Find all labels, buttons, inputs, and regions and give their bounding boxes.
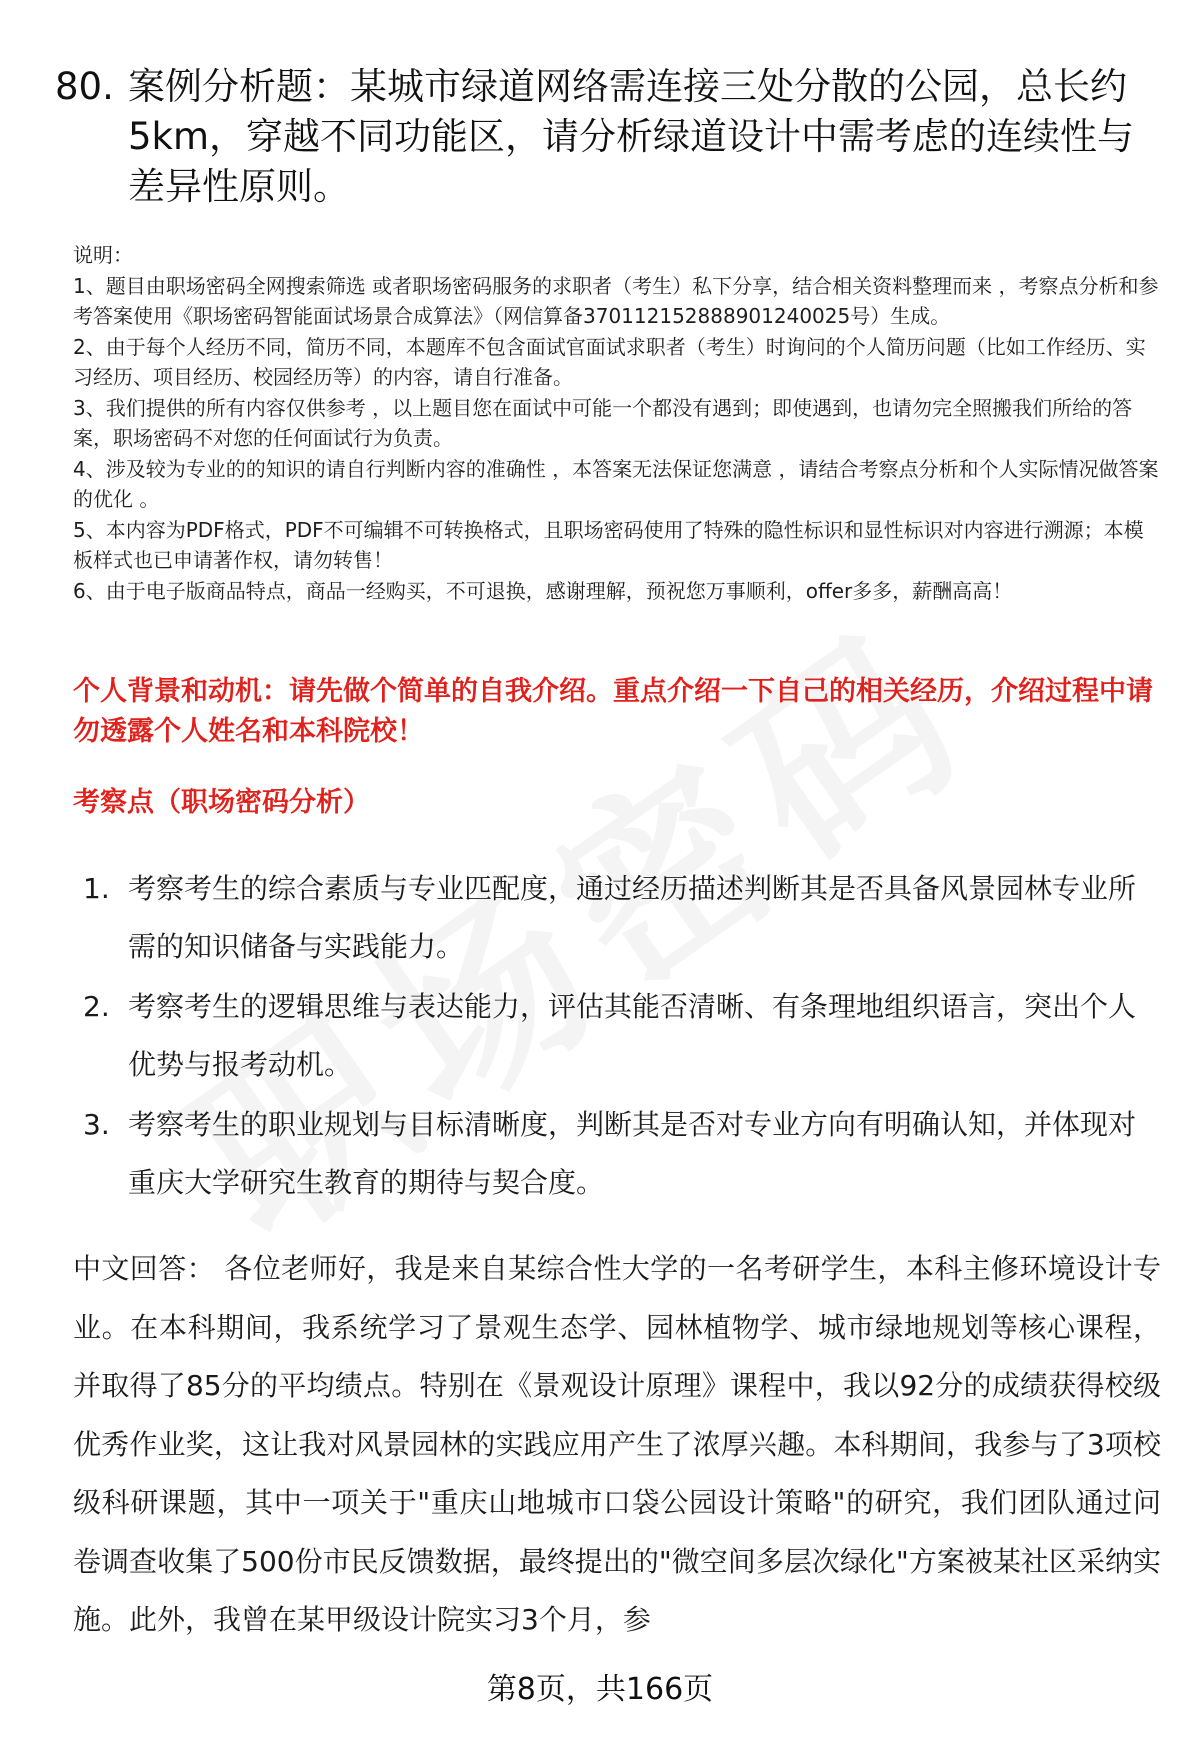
answer-paragraph — [73, 1240, 1161, 1650]
notes-section — [73, 240, 1163, 606]
note-item: 4、涉及较为专业的的知识的请自行判断内容的准确性 ，本答案无法保证您满意 ，请结合考察点分析和个人实际情况做答案的优化 。 — [73, 456, 1159, 511]
notes-title: 说明： — [73, 243, 133, 267]
analysis-points — [83, 860, 1163, 1214]
point-text: 考察考生的综合素质与专业匹配度，通过经历描述判断其是否具备风景园林专业所需的知识储备与实践能力。 — [128, 872, 1137, 963]
note-item: 6、由于电子版商品特点，商品一经购买，不可退换，感谢理解，预祝您万事顺利，offer多多，薪酬高高！ — [73, 578, 1013, 603]
analysis-point — [83, 1096, 1163, 1212]
intro-prompt: 个人背景和动机：请先做个简单的自我介绍。重点介绍一下自己的相关经历，介绍过程中请勿透露个人姓名和本科院校！ — [73, 676, 1153, 747]
question-number: 80. — [55, 65, 114, 108]
answer-text: 各位老师好，我是来自某综合性大学的一名考研学生，本科主修环境设计专业。在本科期间，我系统学习了景观生态学、园林植物学、城市绿地规划等核心课程，并取得了85分的平均绩点。特别在《景观设计原理》课程中，我以92分的成绩获得校级优秀作业奖，这让我对风景园林的实践应用产生了浓厚兴趣。本科期间，我参与了3项校级科研课题，其中一项关于"重庆山地城市口袋公园设计策略"的研究，我们团队通过问卷调查收集了500份市民反馈数据，最终提出的"微空间多层次绿化"方案被某社区采纳实施。此外，我曾在某甲级设计院实习3个月，参 — [73, 1252, 1161, 1636]
note-item: 5、本内容为PDF格式，PDF不可编辑不可转换格式，且职场密码使用了特殊的隐性标识和显性标识对内容进行溯源；本模板样式也已申请著作权，请勿转售！ — [73, 517, 1144, 572]
analysis-point — [83, 978, 1163, 1094]
note-item: 2、由于每个人经历不同，简历不同，本题库不包含面试官面试求职者（考生）时询问的个人简历问题（比如工作经历、实习经历、项目经历、校园经历等）的内容，请自行准备。 — [73, 334, 1146, 389]
answer-label: 中文回答： — [73, 1252, 215, 1285]
point-number: 3. — [83, 1108, 110, 1141]
question-text: 案例分析题：某城市绿道网络需连接三处分散的公园，总长约5km，穿越不同功能区，请分析绿道设计中需考虑的连续性与差异性原则。 — [128, 65, 1135, 208]
analysis-point — [83, 860, 1163, 976]
note-item: 1、题目由职场密码全网搜索筛选 或者职场密码服务的求职者（考生）私下分享，结合相关资料整理而来 ，考察点分析和参考答案使用《职场密码智能面试场景合成算法》（网信算备370112152888901240025号）生成。 — [73, 273, 1159, 328]
note-item: 3、我们提供的所有内容仅供参考 ，以上题目您在面试中可能一个都没有遇到；即使遇到，也请勿完全照搬我们所给的答案，职场密码不对您的任何面试行为负责。 — [73, 395, 1133, 450]
point-text: 考察考生的职业规划与目标清晰度，判断其是否对专业方向有明确认知，并体现对重庆大学研究生教育的期待与契合度。 — [128, 1108, 1137, 1199]
page-footer: 第8页，共166页 — [486, 1672, 714, 1707]
analysis-heading: 考察点（职场密码分析） — [73, 787, 370, 818]
point-text: 考察考生的逻辑思维与表达能力，评估其能否清晰、有条理地组织语言，突出个人优势与报考动机。 — [128, 990, 1137, 1081]
question-title — [55, 62, 1155, 212]
point-number: 1. — [83, 872, 110, 905]
point-number: 2. — [83, 990, 110, 1023]
